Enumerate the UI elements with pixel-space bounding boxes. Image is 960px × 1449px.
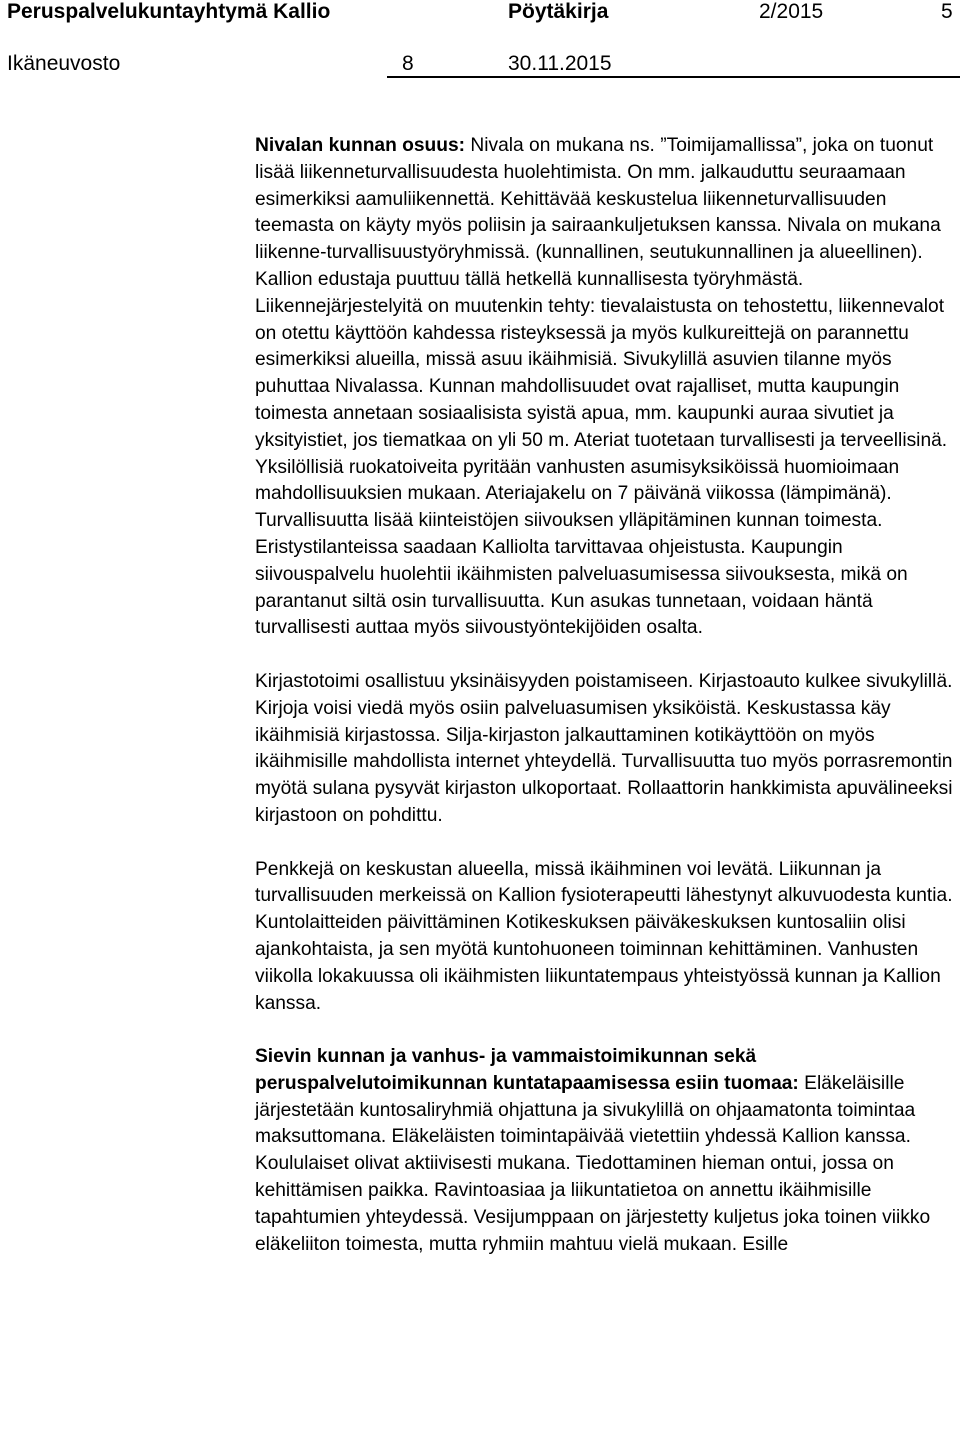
paragraph-nivala <box>255 133 955 642</box>
paragraph-heading: Sievin kunnan ja vanhus- ja vammaistoimikunnan sekä peruspalvelutoimikunnan kuntatapaamisessa esiin tuomaa: <box>255 1046 799 1094</box>
document-header <box>0 0 960 84</box>
paragraph-exercise: Penkkejä on keskustan alueella, missä ikäihminen voi levätä. Liikunnan ja turvallisuuden merkeissä on Kallion fysioterapeutti lähestynyt alkuvuodesta kuntia. Kuntolaitteiden päivittäminen Kotikeskuksen päiväkeskuksen kuntosaliin olisi ajankohtaista, ja sen myötä kuntohuoneen toiminnan kehittäminen. Vanhusten viikolla lokakuussa oli ikäihmisten liikuntatempaus yhteistyössä kunnan ja Kallion kanssa. <box>255 858 953 1014</box>
paragraph-heading: Nivalan kunnan osuus: <box>255 135 466 156</box>
paragraph-library: Kirjastotoimi osallistuu yksinäisyyden poistamiseen. Kirjastoauto kulkee sivukylillä. Kirjoja voisi viedä myös osiin palveluasumisen yksiköistä. Keskustassa käy ikäihmisiä kirjastossa. Silja-kirjaston jalkauttaminen kotikäyttöön on myös ikäihmisille mahdollista internet yhteydellä. Turvallisuutta tuo myös porrasremontin myötä sulana pysyvät kirjaston ulkoportaat. Rollaattorin hankkimista apuvälineeksi kirjastoon on pohdittu. <box>255 670 953 826</box>
document-body <box>255 133 955 1285</box>
page-number: 5 <box>941 0 953 23</box>
section-number: 8 <box>402 52 414 75</box>
body-name: Ikäneuvosto <box>7 52 121 75</box>
document-number: 2/2015 <box>759 0 824 23</box>
paragraph-text: Eläkeläisille järjestetään kuntosaliryhmiä ohjattuna ja sivukylillä on ohjaamatonta toimintaa maksuttomana. Eläkeläisten toimintapäivää vietettiin yhdessä Kallion kanssa. Koululaiset olivat aktiivisesti mukana. Tiedottaminen hieman ontui, jossa on kehittämisen paikka. Ravintoasiaa ja liikuntatietoa on annettu ikäihmisille tapahtumien yhteydessä. Vesijumppaan on järjestetty kuljetus joka toinen viikko eläkeliiton toimesta, mutta ryhmiin mahtuu vielä mukaan. Esille <box>255 1072 931 1255</box>
header-divider <box>387 76 960 78</box>
meeting-date: 30.11.2015 <box>508 52 612 75</box>
document-type: Pöytäkirja <box>508 0 609 23</box>
organization-name: Peruspalvelukuntayhtymä Kallio <box>7 0 331 23</box>
paragraph-text: Nivala on mukana ns. ”Toimijamallissa”, joka on tuonut lisää liikenneturvallisuudesta huolehtimista. On mm. jalkauduttu seuraamaan esimerkiksi aamuliikennettä. Kehittävää keskustelua liikenneturvallisuuden teemasta on käyty myös poliisin ja sairaankuljetuksen kanssa. Nivala on mukana liikenne-turvallisuustyöryhmissä. (kunnallinen, seutukunnallinen ja alueellinen). Kallion edustaja puuttuu tällä hetkellä kunnallisesta työryhmästä. Liikennejärjestelyitä on muutenkin tehty: tievalaistusta on tehostettu, liikennevalot on otettu käyttöön kahdessa risteyksessä ja myös kulkureittejä on parannettu esimerkiksi alueilla, missä asuu ikäihmisiä. Sivukylillä asuvien tilanne myös puhuttaa Nivalassa. Kunnan mahdollisuudet ovat rajalliset, mutta kaupungin toimesta annetaan sosiaalisista syistä apua, mm. kaupunki auraa sivutiet ja yksityistiet, jos tiematkaa on yli 50 m. Ateriat tuotetaan turvallisesti ja terveellisinä. Yksilöllisiä ruokatoiveita pyritään vanhusten asumisyksiköissä huomioimaan mahdollisuuksien mukaan. Ateriajakelu on 7 päivänä viikossa (lämpimänä). Turvallisuutta lisää kiinteistöjen siivouksen ylläpitäminen kunnan toimesta. Eristystilanteissa saadaan Kalliolta tarvittavaa ohjeistusta. Kaupungin siivouspalvelu huolehtii ikäihmisten palveluasumisessa siivouksesta, mikä on parantanut siltä osin turvallisuutta. Kun asukas tunnetaan, voidaan häntä turvallisesti auttaa myös siivoustyöntekijöiden osalta. <box>255 135 948 639</box>
paragraph-sievi <box>255 1044 955 1258</box>
